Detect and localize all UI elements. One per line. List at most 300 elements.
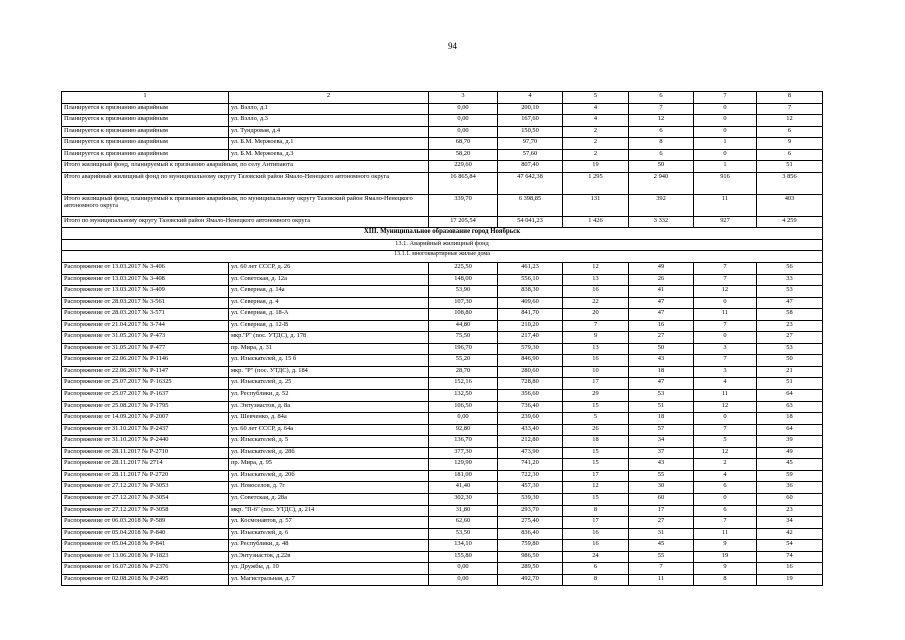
- table-cell: 302,30: [429, 493, 498, 505]
- table-cell: 212,80: [498, 436, 563, 448]
- table-cell: 2: [229, 92, 429, 104]
- table-cell: 4: [563, 103, 629, 115]
- table-cell: Распоряжение от 02.08.2018 № Р-2495: [62, 574, 229, 586]
- table-row: [62, 459, 823, 471]
- table-cell: Распоряжение от 27.12.2017 № Р-3053: [62, 482, 229, 494]
- table-cell: 377,30: [429, 447, 498, 459]
- table-cell: ул. 60 лет СССР, д. 26: [229, 263, 429, 275]
- table-cell: 49: [629, 263, 694, 275]
- table-cell: 44,80: [429, 320, 498, 332]
- table-cell: 13: [563, 274, 629, 286]
- table-cell: 457,30: [498, 482, 563, 494]
- table-cell: 7: [694, 92, 757, 104]
- table-cell: 9: [563, 332, 629, 344]
- table-cell: 31: [629, 528, 694, 540]
- table-cell: 59: [757, 470, 823, 482]
- table-cell: 23: [757, 505, 823, 517]
- table-cell: ул. Изыскателей, д. 6: [229, 528, 429, 540]
- table-cell: ул. Магистральная, д. 7: [229, 574, 429, 586]
- table-cell: 1: [694, 138, 757, 150]
- table-cell: 47 642,38: [498, 172, 563, 194]
- table-cell: 409,60: [498, 297, 563, 309]
- table-cell: 36: [757, 482, 823, 494]
- table-cell: ул. Тундровая, д.4: [229, 126, 429, 138]
- table-row: [62, 286, 823, 298]
- table-cell: 7: [629, 103, 694, 115]
- table-cell: 275,40: [498, 517, 563, 529]
- table-cell: 64: [757, 390, 823, 402]
- table-cell: 229,60: [429, 161, 498, 173]
- table-body: [62, 92, 823, 586]
- table-cell: 8: [563, 505, 629, 517]
- table-row: [62, 413, 823, 425]
- table-cell: 838,30: [498, 286, 563, 298]
- table-cell: Распоряжение от 16.07.2018 № Р-2376: [62, 563, 229, 575]
- table-cell: 60: [629, 493, 694, 505]
- table-cell: 225,50: [429, 263, 498, 275]
- table-cell: 54: [757, 540, 823, 552]
- table-cell: 47: [757, 297, 823, 309]
- table-cell: 20: [563, 309, 629, 321]
- table-cell: 9: [757, 138, 823, 150]
- table-cell: 11: [694, 390, 757, 402]
- table-cell: Распоряжение от 05.04.2018 № Р-841: [62, 540, 229, 552]
- table-cell: 3: [694, 343, 757, 355]
- table-cell: 210,20: [498, 320, 563, 332]
- table-cell: Распоряжение от 31.05.2017 № Р-473: [62, 332, 229, 344]
- table-cell: 8: [694, 574, 757, 586]
- table-cell: 17: [563, 470, 629, 482]
- table-cell: 0: [694, 103, 757, 115]
- subsubsection-row: [62, 251, 823, 263]
- table-cell: 64: [757, 424, 823, 436]
- table-cell: 55: [629, 470, 694, 482]
- table-row: [62, 263, 823, 275]
- table-cell: 2: [563, 149, 629, 161]
- table-cell: 403: [757, 194, 823, 216]
- table-cell: 13.1.1. многоквартирные жилые дома: [62, 251, 823, 263]
- table-cell: 53: [757, 343, 823, 355]
- table-cell: 461,23: [498, 263, 563, 275]
- table-cell: 200,10: [498, 103, 563, 115]
- table-cell: ул. Космонавтов, д. 57: [229, 517, 429, 529]
- table-cell: Распоряжение от 13.06.2018 № Р-1823: [62, 551, 229, 563]
- table-cell: 58: [757, 309, 823, 321]
- table-cell: 30: [629, 482, 694, 494]
- table-cell: 155,80: [429, 551, 498, 563]
- table-cell: 108,80: [429, 309, 498, 321]
- table-cell: 53: [757, 286, 823, 298]
- table-cell: мкр. "П-6" (пос. УТДС), д. 214: [229, 505, 429, 517]
- table-cell: 722,30: [498, 470, 563, 482]
- table-cell: ул. Вэлло, д.3: [229, 115, 429, 127]
- table-row: [62, 138, 823, 150]
- table-cell: 11: [629, 574, 694, 586]
- table-cell: 7: [694, 424, 757, 436]
- table-cell: ул. 60 лет СССР, д. 64а: [229, 424, 429, 436]
- table-cell: 8: [757, 92, 823, 104]
- table-cell: ул. Северная, д. 14а: [229, 286, 429, 298]
- table-cell: 6: [629, 92, 694, 104]
- table-cell: 27: [757, 332, 823, 344]
- table-row: [62, 401, 823, 413]
- table-cell: 19: [563, 161, 629, 173]
- table-cell: 741,20: [498, 459, 563, 471]
- table-cell: 107,30: [429, 297, 498, 309]
- table-cell: 0,00: [429, 563, 498, 575]
- table-cell: 0,00: [429, 126, 498, 138]
- table-cell: 217,40: [498, 332, 563, 344]
- table-cell: 12: [757, 115, 823, 127]
- table-cell: 37: [629, 447, 694, 459]
- table-cell: ул. Республики, д. 48: [229, 540, 429, 552]
- table-cell: 18: [757, 413, 823, 425]
- table-cell: 62,60: [429, 517, 498, 529]
- table-cell: Распоряжение от 28.11.2017 № 2714: [62, 459, 229, 471]
- table-cell: 0: [694, 493, 757, 505]
- table-cell: 55,20: [429, 355, 498, 367]
- table-cell: 836,40: [498, 528, 563, 540]
- table-cell: 986,50: [498, 551, 563, 563]
- table-cell: 6: [757, 149, 823, 161]
- table-row: [62, 424, 823, 436]
- table-cell: ул. Изыскателей, д. 5: [229, 436, 429, 448]
- table-cell: 3 856: [757, 172, 823, 194]
- table-cell: 289,50: [498, 563, 563, 575]
- table-row: [62, 274, 823, 286]
- table-cell: 17: [629, 505, 694, 517]
- table-cell: ул. Изыскателей, д. 28б: [229, 447, 429, 459]
- table-cell: 11: [694, 194, 757, 216]
- table-cell: Распоряжение от 05.04.2018 № Р-840: [62, 528, 229, 540]
- table-cell: 0,00: [429, 103, 498, 115]
- section-row: [62, 228, 823, 240]
- table-cell: пр. Мира, д. 95: [229, 459, 429, 471]
- table-cell: 54 041,23: [498, 216, 563, 228]
- table-cell: 5: [563, 92, 629, 104]
- table-cell: 6: [629, 126, 694, 138]
- table-cell: Распоряжение от 25.07.2017 № Р-16325: [62, 378, 229, 390]
- table-cell: 26: [563, 424, 629, 436]
- table-cell: ул. Советская, д. 12а: [229, 274, 429, 286]
- table-row: [62, 309, 823, 321]
- table-cell: 106,50: [429, 401, 498, 413]
- page-number: 94: [448, 41, 457, 51]
- table-cell: 846,90: [498, 355, 563, 367]
- table-cell: 11: [694, 528, 757, 540]
- table-cell: 7: [694, 320, 757, 332]
- table-cell: 63: [757, 401, 823, 413]
- table-cell: 13.1. Аварийный жилищный фонд: [62, 239, 823, 251]
- table-row: [62, 378, 823, 390]
- table-cell: 0,00: [429, 574, 498, 586]
- table-cell: Распоряжение от 22.06.2017 № Р-1146: [62, 355, 229, 367]
- table-row: [62, 574, 823, 586]
- table-cell: 129,90: [429, 459, 498, 471]
- table-row: [62, 126, 823, 138]
- table-cell: 12: [694, 447, 757, 459]
- table-cell: 759,80: [498, 540, 563, 552]
- table-cell: ул. Республики, д. 52: [229, 390, 429, 402]
- table-cell: 45: [757, 459, 823, 471]
- table-cell: 23: [757, 320, 823, 332]
- table-cell: 7: [757, 103, 823, 115]
- table-cell: 356,60: [498, 390, 563, 402]
- table-cell: 50: [757, 355, 823, 367]
- table-cell: 17 205,54: [429, 216, 498, 228]
- table-cell: 16 865,84: [429, 172, 498, 194]
- table-cell: 19: [757, 574, 823, 586]
- table-cell: 3: [429, 92, 498, 104]
- table-cell: 11: [694, 309, 757, 321]
- table-cell: 16: [563, 355, 629, 367]
- table-cell: 47: [629, 309, 694, 321]
- table-cell: ул. Изыскателей, д. 15 б: [229, 355, 429, 367]
- table-cell: 18: [563, 436, 629, 448]
- table-cell: 136,70: [429, 436, 498, 448]
- table-cell: 29: [563, 390, 629, 402]
- table-cell: Распоряжение от 13.03.2017 № 3-409: [62, 286, 229, 298]
- table-row: [62, 332, 823, 344]
- table-cell: 43: [629, 459, 694, 471]
- table-cell: 97,70: [498, 138, 563, 150]
- table-cell: Планируется к признанию аварийным: [62, 115, 229, 127]
- table-row: [62, 436, 823, 448]
- table-cell: 8: [629, 138, 694, 150]
- table-cell: Распоряжение от 31.05.2017 № Р-477: [62, 343, 229, 355]
- table-cell: 280,60: [498, 366, 563, 378]
- table-cell: 58,20: [429, 149, 498, 161]
- table-cell: ул. Северная, д. 18-А: [229, 309, 429, 321]
- table-cell: Планируется к признанию аварийным: [62, 126, 229, 138]
- table-cell: 12: [694, 401, 757, 413]
- table-cell: 13: [563, 343, 629, 355]
- table-cell: 7: [694, 263, 757, 275]
- table-cell: 1: [62, 92, 229, 104]
- table-cell: 68,70: [429, 138, 498, 150]
- table-row: [62, 540, 823, 552]
- summary-row: [62, 161, 823, 173]
- table-row: [62, 470, 823, 482]
- table-cell: Распоряжение от 28.03.2017 № 3-571: [62, 309, 229, 321]
- table-cell: 27: [629, 517, 694, 529]
- table-cell: Планируется к признанию аварийным: [62, 103, 229, 115]
- table-cell: 6: [757, 126, 823, 138]
- summary-row: [62, 216, 823, 228]
- table-cell: 50: [629, 161, 694, 173]
- table-cell: 293,70: [498, 505, 563, 517]
- table-cell: ул. Вэлло, д.1: [229, 103, 429, 115]
- table-cell: Распоряжение от 13.03.2017 № 3-406: [62, 263, 229, 275]
- table-cell: 33: [757, 274, 823, 286]
- table-row: [62, 149, 823, 161]
- table-cell: 57,60: [498, 149, 563, 161]
- table-cell: 0: [694, 126, 757, 138]
- table-cell: 22: [563, 297, 629, 309]
- table-cell: 167,60: [498, 115, 563, 127]
- table-cell: 131: [563, 194, 629, 216]
- table-cell: 51: [629, 401, 694, 413]
- table-cell: 9: [694, 540, 757, 552]
- table-cell: ул. Изыскателей, д. 20б: [229, 470, 429, 482]
- table-cell: 18: [629, 366, 694, 378]
- table-cell: 53,90: [429, 286, 498, 298]
- table-cell: 3: [694, 366, 757, 378]
- table-cell: Распоряжение от 06.03.2018 № Р-589: [62, 517, 229, 529]
- table-cell: Распоряжение от 22.06.2017 № Р-1147: [62, 366, 229, 378]
- header-row: [62, 92, 823, 104]
- table-cell: 15: [563, 459, 629, 471]
- table-cell: 56: [757, 263, 823, 275]
- table-cell: 150,50: [498, 126, 563, 138]
- table-cell: 239,60: [498, 413, 563, 425]
- table-cell: пр. Мира, д. 31: [229, 343, 429, 355]
- table-cell: Распоряжение от 28.03.2017 № 3-561: [62, 297, 229, 309]
- table-cell: 0: [694, 413, 757, 425]
- table-cell: 6: [629, 149, 694, 161]
- table-cell: 132,50: [429, 390, 498, 402]
- table-cell: 5: [694, 436, 757, 448]
- table-cell: 196,70: [429, 343, 498, 355]
- table-cell: 736,40: [498, 401, 563, 413]
- table-cell: ул. Изыскателей, д. 25: [229, 378, 429, 390]
- table-cell: 1 426: [563, 216, 629, 228]
- table-cell: Планируется к признанию аварийным: [62, 149, 229, 161]
- table-cell: 492,70: [498, 574, 563, 586]
- table-cell: 55: [629, 551, 694, 563]
- table-cell: 807,40: [498, 161, 563, 173]
- table-cell: Распоряжение от 25.08.2017 № Р-1795: [62, 401, 229, 413]
- table-cell: 60: [757, 493, 823, 505]
- table-row: [62, 366, 823, 378]
- table-cell: 12: [563, 263, 629, 275]
- table-cell: 16: [563, 528, 629, 540]
- table-cell: 16: [563, 286, 629, 298]
- table-cell: 6: [563, 563, 629, 575]
- table-cell: 28,70: [429, 366, 498, 378]
- table-cell: 75,50: [429, 332, 498, 344]
- table-cell: 4: [498, 92, 563, 104]
- table-cell: Итого жилищный фонд, планируемый к признанию аварийным, по селу Антипаюта: [62, 161, 429, 173]
- table-cell: 148,00: [429, 274, 498, 286]
- table-cell: 4: [694, 378, 757, 390]
- table-cell: 339,70: [429, 194, 498, 216]
- table-cell: Распоряжение от 27.12.2017 № Р-3058: [62, 505, 229, 517]
- table-cell: мкр."Р" (пос. УТДС), д. 178: [229, 332, 429, 344]
- table-row: [62, 390, 823, 402]
- table-cell: Итого жилищный фонд, планируемый к признанию аварийным, по муниципальному округу Тазовский район Ямало-Ненецкого автономного округа: [62, 194, 429, 216]
- table-cell: 7: [563, 320, 629, 332]
- table-cell: ул. Северная, д. 12-В: [229, 320, 429, 332]
- table-row: [62, 528, 823, 540]
- table-cell: 8: [563, 574, 629, 586]
- table-cell: Распоряжение от 28.11.2017 № Р-2720: [62, 470, 229, 482]
- table-cell: 7: [629, 563, 694, 575]
- table-row: [62, 482, 823, 494]
- table-cell: 0: [694, 297, 757, 309]
- table-cell: 841,70: [498, 309, 563, 321]
- table-cell: 18: [629, 413, 694, 425]
- table-row: [62, 563, 823, 575]
- table-cell: 1: [694, 161, 757, 173]
- table-cell: ул. Шевченко, д. 84а: [229, 413, 429, 425]
- table-cell: 6 398,85: [498, 194, 563, 216]
- table-row: [62, 447, 823, 459]
- table-cell: 31,80: [429, 505, 498, 517]
- table-cell: 9: [694, 563, 757, 575]
- table-cell: 5: [563, 413, 629, 425]
- table-cell: 57: [629, 424, 694, 436]
- table-cell: 17: [563, 517, 629, 529]
- table-row: [62, 505, 823, 517]
- table-cell: Распоряжение от 14.09.2017 № Р-2007: [62, 413, 229, 425]
- table-cell: 74: [757, 551, 823, 563]
- table-cell: Распоряжение от 25.07.2017 № Р-1637: [62, 390, 229, 402]
- table-cell: 47: [629, 297, 694, 309]
- table-cell: ул. Б.М. Мержоева, д.1: [229, 138, 429, 150]
- table-cell: Распоряжение от 31.10.2017 № Р-2440: [62, 436, 229, 448]
- table-cell: 134,10: [429, 540, 498, 552]
- table-cell: 0: [694, 115, 757, 127]
- table-cell: 579,30: [498, 343, 563, 355]
- table-cell: 42: [757, 528, 823, 540]
- table-row: [62, 320, 823, 332]
- table-cell: 51: [757, 161, 823, 173]
- housing-table: [61, 91, 823, 586]
- table-row: [62, 493, 823, 505]
- table-cell: 152,16: [429, 378, 498, 390]
- table-cell: 7: [694, 517, 757, 529]
- table-cell: 728,80: [498, 378, 563, 390]
- table-cell: 17: [563, 378, 629, 390]
- table-cell: 539,30: [498, 493, 563, 505]
- table-cell: 16: [563, 540, 629, 552]
- table-cell: 24: [563, 551, 629, 563]
- table-cell: ул. Советская, д. 28а: [229, 493, 429, 505]
- table-cell: 7: [694, 355, 757, 367]
- table-cell: 4 259: [757, 216, 823, 228]
- table-cell: ул. Новоселов, д. 7г: [229, 482, 429, 494]
- table-cell: 15: [563, 401, 629, 413]
- summary-row: [62, 194, 823, 216]
- table-cell: 6: [694, 505, 757, 517]
- table-cell: 916: [694, 172, 757, 194]
- table-cell: 50: [629, 343, 694, 355]
- subsection-row: [62, 239, 823, 251]
- table-row: [62, 103, 823, 115]
- table-cell: 12: [694, 286, 757, 298]
- table-cell: 0,00: [429, 115, 498, 127]
- table-cell: мкр. "Р" (пос. УТДС), д. 184: [229, 366, 429, 378]
- table-row: [62, 297, 823, 309]
- table-cell: 53: [629, 390, 694, 402]
- table-cell: 4: [694, 470, 757, 482]
- table-cell: 49: [757, 447, 823, 459]
- table-row: [62, 355, 823, 367]
- table-cell: 26: [629, 274, 694, 286]
- table-cell: 53,50: [429, 528, 498, 540]
- table-cell: 47: [629, 378, 694, 390]
- table-cell: 39: [757, 436, 823, 448]
- table-cell: 7: [694, 274, 757, 286]
- table-row: [62, 343, 823, 355]
- table-cell: 43: [629, 355, 694, 367]
- table-cell: 16: [757, 563, 823, 575]
- table-cell: 181,00: [429, 470, 498, 482]
- table-cell: 27: [629, 332, 694, 344]
- table-cell: ул.Энтузиастов, д.22в: [229, 551, 429, 563]
- table-cell: 433,40: [498, 424, 563, 436]
